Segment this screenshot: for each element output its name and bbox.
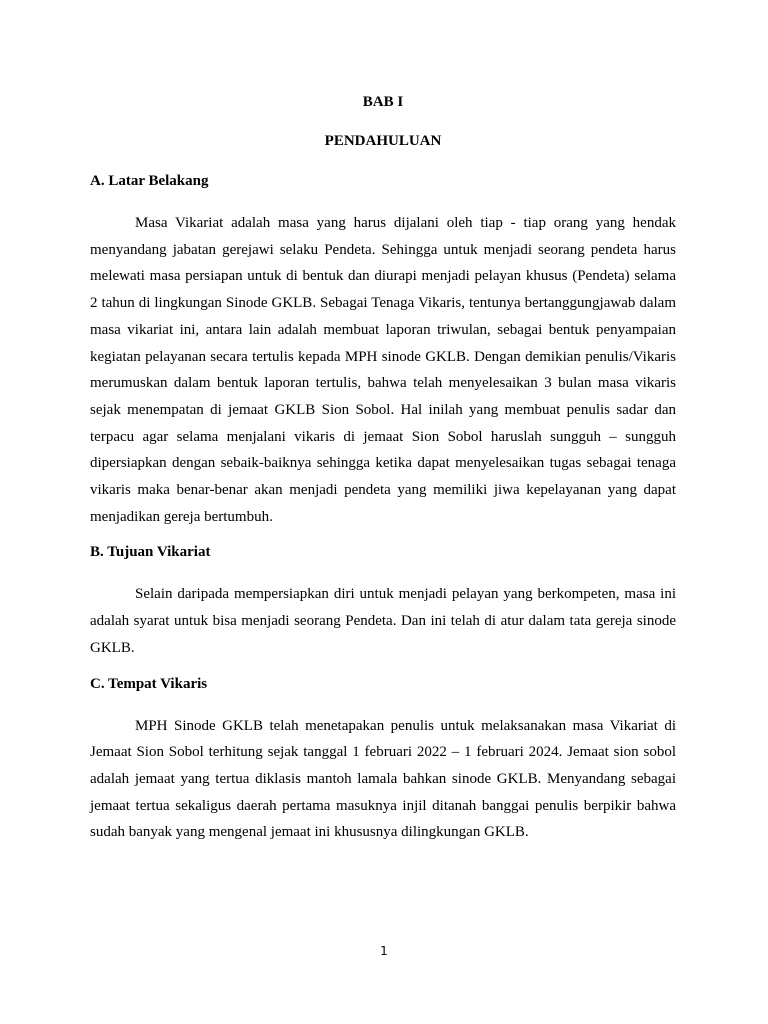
chapter-title: PENDAHULUAN [324,133,442,149]
section-heading-tempat-vikaris: C. Tempat Vikaris [90,675,208,692]
page-number: 1 [380,944,388,958]
section-paragraph-tujuan-vikariat: Selain daripada mempersiapkan diri untuk menjadi pelayan yang berkompeten, masa ini adalah syarat untuk bisa menjadi seorang Pendeta. Dan ini telah di atur dalam tata gereja sinode GKLB. [90,586,676,656]
page-content [90,92,676,858]
section-paragraph-latar-belakang: Masa Vikariat adalah masa yang harus dijalani oleh tiap - tiap orang yang hendak menyandang jabatan gerejawi selaku Pendeta. Sehingga untuk menjadi seorang pendeta harus melewati masa persiapan untuk di bentuk dan diurapi menjadi pelayan khusus (Pendeta) selama 2 tahun di lingkungan Sinode GKLB. Sebagai Tenaga Vikaris, tentunya bertanggungjawab dalam masa vikariat ini, antara lain adalah membuat laporan triwulan, sebagai bentuk penyampaian kegiatan pelayanan secara tertulis kepada MPH sinode GKLB. Dengan demikian penulis/Vikaris merumuskan dalam bentuk laporan tertulis, bahwa telah menyelesaikan 3 bulan masa vikaris sejak menempatan di jemaat GKLB Sion Sobol. Hal inilah yang membuat penulis sadar dan terpacu agar selama menjalani vikaris di jemaat Sion Sobol haruslah sungguh – sungguh dipersiapkan dengan sebaik-baiknya sehingga ketika dapat menyelesaikan tugas sebagai tenaga vikaris maka benar-benar akan menjadi pendeta yang memiliki jiwa kepelayanan yang dapat menjadikan gereja bertumbuh. [90,215,676,525]
section-paragraph-tempat-vikaris: MPH Sinode GKLB telah menetapakan penulis untuk melaksanakan masa Vikariat di Jemaat Sion Sobol terhitung sejak tanggal 1 februari 2022 – 1 februari 2024. Jemaat sion sobol adalah jemaat yang tertua diklasis mantoh lamala bahkan sinode GKLB. Menyandang sebagai jemaat tertua sekaligus daerah pertama masuknya injil ditanah banggai penulis berpikir bahwa sudah banyak yang mengenal jemaat ini khususnya dilingkungan GKLB. [90,717,676,841]
chapter-number: BAB I [362,94,404,110]
section-heading-latar-belakang: A. Latar Belakang [90,173,209,189]
section-heading-tujuan-vikariat: B. Tujuan Vikariat [90,544,211,561]
